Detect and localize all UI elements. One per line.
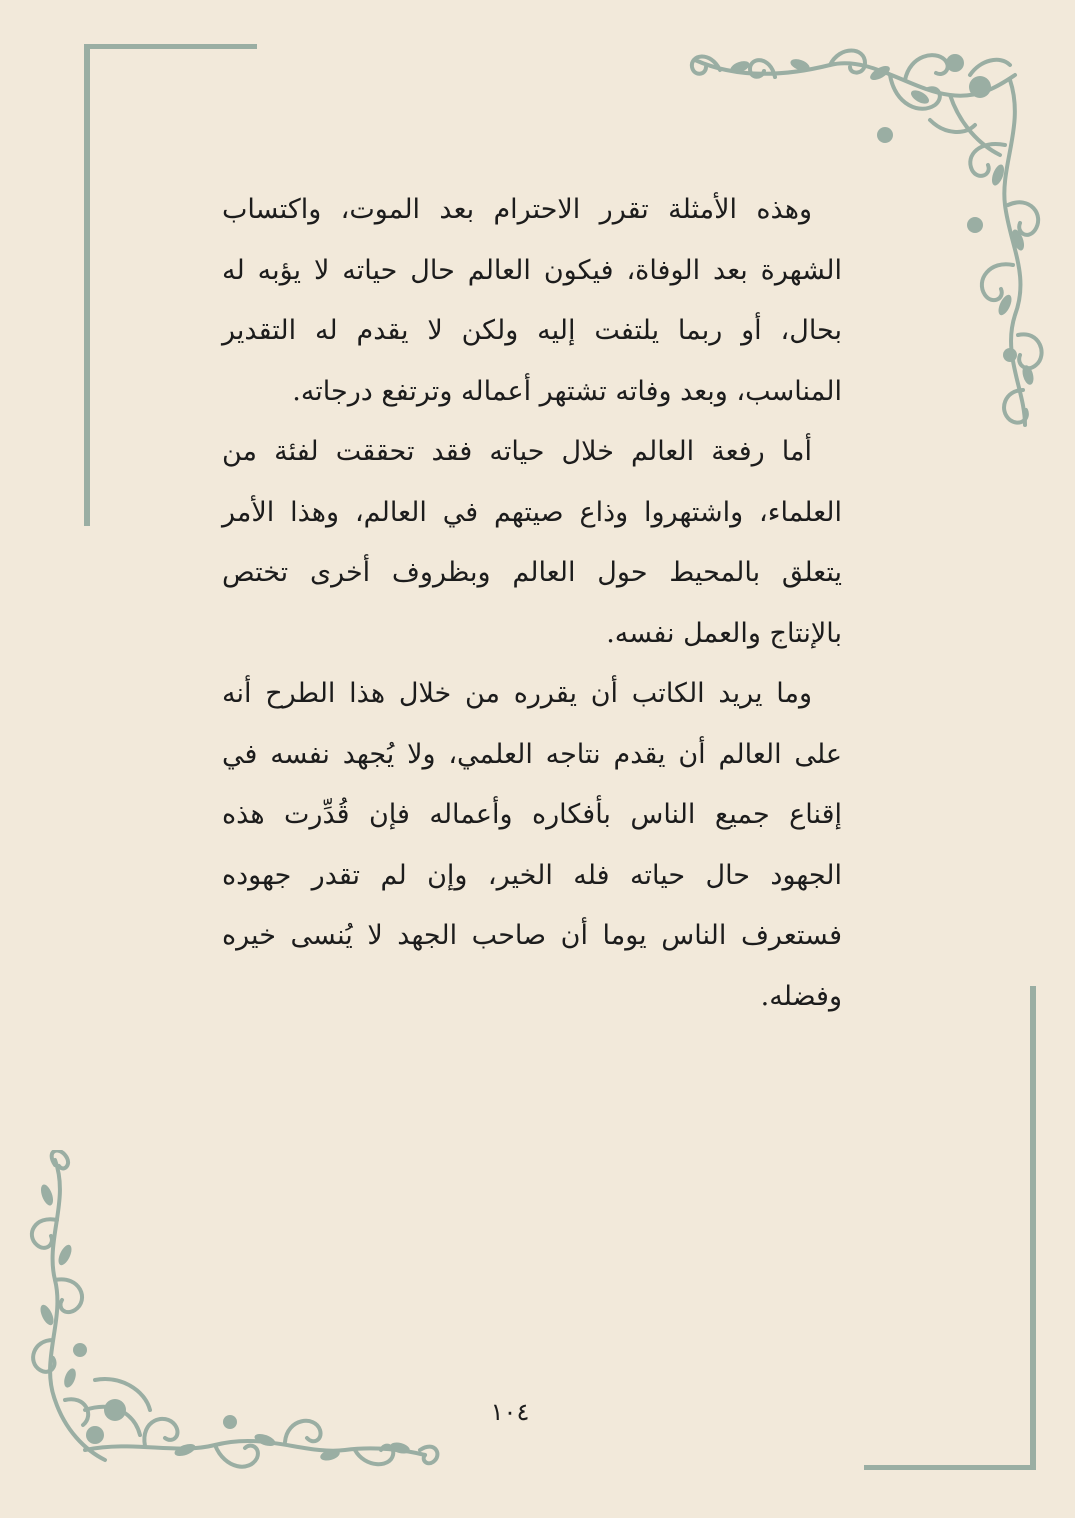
body-text: [222, 180, 842, 1027]
floral-corner-bottom-left-icon: [25, 1150, 445, 1490]
frame-top-left-horizontal: [84, 44, 257, 49]
frame-top-left-vertical: [84, 44, 90, 526]
paragraph: وما يريد الكاتب أن يقرره من خلال هذا الطرح أنه على العالم أن يقدم نتاجه العلمي، ولا يُجهد نفسه في إقناع جميع الناس بأفكاره وأعماله فإن قُدِّرت هذه الجهود حال حياته فله الخير، وإن لم تقدر جهوده فستعرف الناس يوما أن صاحب الجهد لا يُنسى خيره وفضله.: [222, 678, 842, 1012]
paragraph: وهذه الأمثلة تقرر الاحترام بعد الموت، واكتساب الشهرة بعد الوفاة، فيكون العالم حال حياته لا يؤبه له بحال، أو ربما يلتفت إليه ولكن لا يقدم له التقدير المناسب، وبعد وفاته تشتهر أعماله وترتفع درجاته.: [222, 194, 842, 407]
paragraph: أما رفعة العالم خلال حياته فقد تحققت لفئة من العلماء، واشتهروا وذاع صيتهم في العالم، وهذا الأمر يتعلق بالمحيط حول العالم وبظروف أخرى تختص بالإنتاج والعمل نفسه.: [222, 436, 842, 649]
frame-bottom-right-horizontal: [864, 1465, 1036, 1470]
page-number: ١٠٤: [490, 1398, 530, 1426]
frame-bottom-right-vertical: [1030, 986, 1036, 1470]
